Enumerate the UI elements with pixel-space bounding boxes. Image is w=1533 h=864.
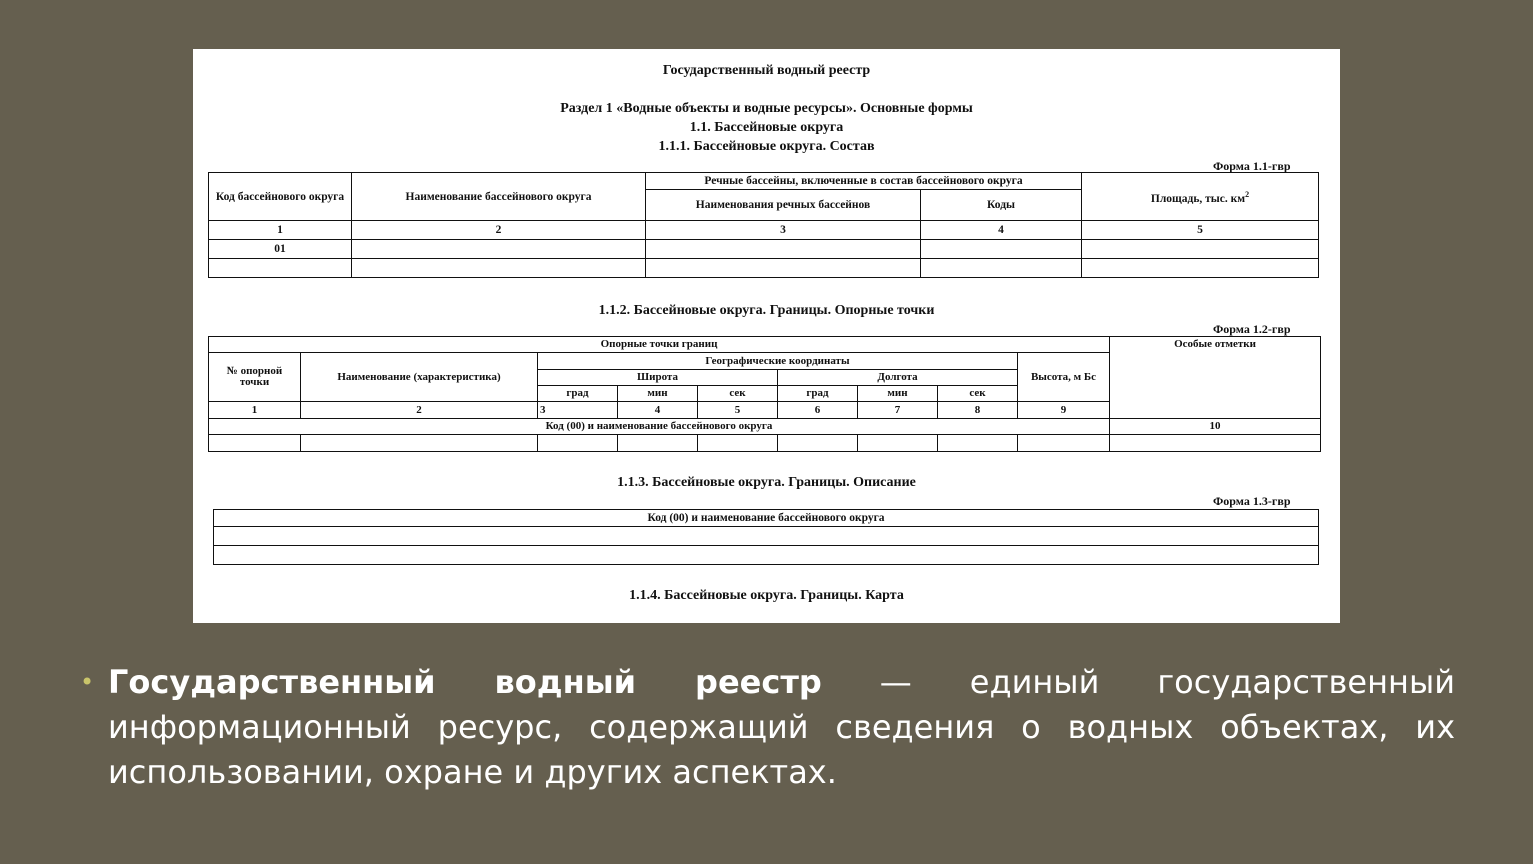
form-1-header-area [1082, 173, 1319, 221]
form-2-num: 2 [301, 402, 538, 419]
doc-subsection-3: 1.1.3. Бассейновые округа. Границы. Описание [617, 475, 916, 490]
form-2-num: 1 [209, 402, 301, 419]
bullet-definition: — единый государственный информационный ресурс, содержащий сведения о водных объектах, их использовании, охране и других аспектах. [108, 663, 1456, 791]
scanned-document [193, 49, 1340, 623]
form-2-header-sec: сек [698, 386, 778, 402]
form-2-label: Форма 1.2-гвр [1213, 322, 1291, 336]
form-2-header-sec: сек [938, 386, 1018, 402]
form-2-cell [778, 435, 858, 452]
form-2-cell [301, 435, 538, 452]
form-1-cell [921, 240, 1082, 259]
form-2-cell [858, 435, 938, 452]
form-2-header-points: Опорные точки границ [209, 337, 1110, 353]
form-1-cell [646, 259, 921, 278]
doc-section: Раздел 1 «Водные объекты и водные ресурсы». Основные формы [560, 101, 973, 116]
form-2-cell [938, 435, 1018, 452]
form-2-header-deg: град [778, 386, 858, 402]
form-1-cell [209, 259, 352, 278]
form-2-header-min: мин [858, 386, 938, 402]
form-2-cell [538, 435, 618, 452]
form-1-label: Форма 1.1-гвр [1213, 159, 1291, 173]
form-1-header-code: Код бассейнового округа [209, 173, 352, 221]
form-2-cell [1110, 435, 1321, 452]
form-2-header-name: Наименование (характеристика) [301, 353, 538, 402]
form-3-label: Форма 1.3-гвр [1213, 494, 1291, 508]
doc-subsection-1: 1.1.1. Бассейновые округа. Состав [658, 139, 875, 154]
form-1-header-rivers: Речные бассейны, включенные в состав бассейнового округа [646, 173, 1082, 190]
doc-subsection-4: 1.1.4. Бассейновые округа. Границы. Карта [629, 588, 904, 603]
form-1-cell [921, 259, 1082, 278]
form-2-header-lon: Долгота [778, 370, 1018, 386]
form-1-header-area-sup: 2 [1245, 189, 1250, 199]
form-1-header-codes: Коды [921, 190, 1082, 221]
form-1-num: 3 [646, 221, 921, 240]
form-1-header-area-text: Площадь, тыс. км [1150, 192, 1246, 205]
form-2-num: 7 [858, 402, 938, 419]
form-1-row1-code: 01 [209, 240, 352, 259]
form-2-cell [618, 435, 698, 452]
form-2-num: 4 [618, 402, 698, 419]
form-1-num: 4 [921, 221, 1082, 240]
form-2-header-deg: град [538, 386, 618, 402]
form-2-num: 8 [938, 402, 1018, 419]
form-3-cell [214, 546, 1319, 565]
form-1-table [208, 172, 1319, 278]
form-1-header-name: Наименование бассейнового округа [352, 173, 646, 221]
form-2-header-geo: Географические координаты [538, 353, 1018, 370]
doc-subsection: 1.1. Бассейновые округа [689, 120, 844, 135]
bullet-item [80, 660, 1455, 795]
form-2-header-num: № опорной точки [209, 353, 301, 402]
bullet-text [108, 660, 1455, 795]
form-2-num: 9 [1018, 402, 1110, 419]
form-2-cell [1018, 435, 1110, 452]
form-2-num: 10 [1110, 419, 1321, 435]
form-3-cell [214, 527, 1319, 546]
form-1-num: 1 [209, 221, 352, 240]
form-2-header-height: Высота, м Бс [1018, 353, 1110, 402]
form-1-num: 2 [352, 221, 646, 240]
form-3-table [213, 509, 1319, 565]
form-2-header-lat: Широта [538, 370, 778, 386]
form-2-cell [209, 435, 301, 452]
form-2-num: 3 [538, 402, 618, 419]
form-3-code-row: Код (00) и наименование бассейнового округа [214, 510, 1319, 527]
form-2-cell [698, 435, 778, 452]
form-1-num: 5 [1082, 221, 1319, 240]
form-1-header-river-names: Наименования речных бассейнов [646, 190, 921, 221]
form-1-cell [352, 240, 646, 259]
form-2-header-min: мин [618, 386, 698, 402]
form-2-num: 5 [698, 402, 778, 419]
form-2-header-special: Особые отметки [1110, 337, 1321, 419]
form-1-cell [352, 259, 646, 278]
doc-subsection-2: 1.1.2. Бассейновые округа. Границы. Опорные точки [598, 303, 935, 318]
bullet-term: Государственный водный реестр [108, 663, 822, 701]
form-1-cell [1082, 240, 1319, 259]
form-2-code-row: Код (00) и наименование бассейнового округа [209, 419, 1110, 435]
form-1-cell [646, 240, 921, 259]
form-2-table [208, 336, 1321, 452]
form-2-num: 6 [778, 402, 858, 419]
doc-title: Государственный водный реестр [662, 63, 871, 78]
form-1-cell [1082, 259, 1319, 278]
bullet-icon: • [80, 668, 95, 696]
